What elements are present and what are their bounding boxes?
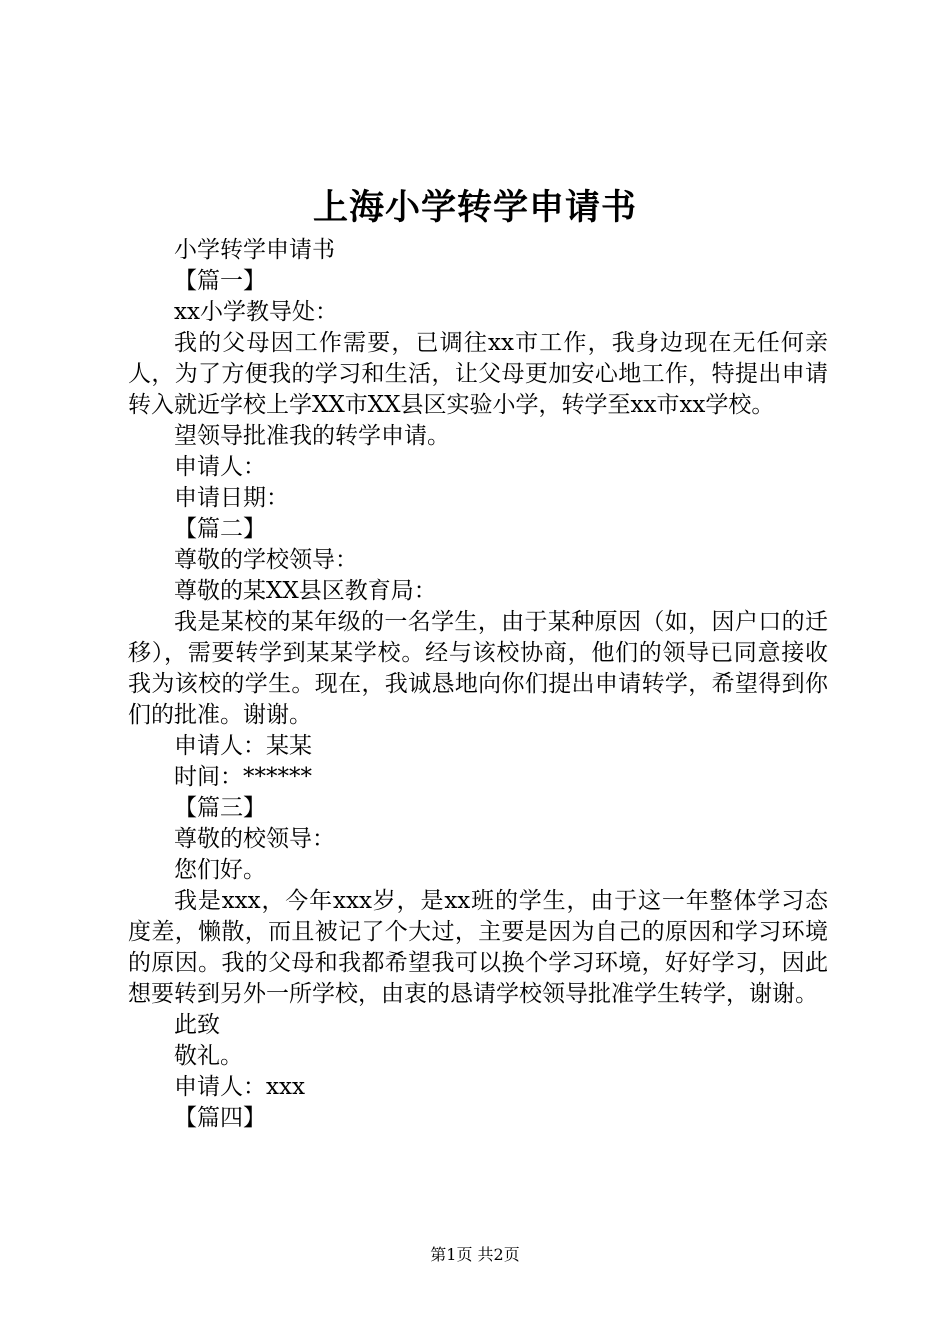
paragraph: 敬礼。 — [174, 1043, 243, 1069]
paragraph: 申请人：某某 — [174, 733, 312, 759]
paragraph: 我是xxx，今年xxx岁，是xx班的学生，由于这一年整体学习态度差，懒散，而且被记了个大过，主要是因为自己的原因和学习环境的原因。我的父母和我都希望我可以换个学习环境，好好学习，因此想要转到另外一所学校，由衷的恳请学校领导批准学生转学，谢谢。 — [128, 888, 828, 1007]
paragraph: 尊敬的校领导： — [174, 826, 335, 852]
paragraph: 时间：****** — [174, 764, 312, 790]
section-heading: 【篇一】 — [174, 268, 266, 294]
page-footer: 第1页 共2页 — [430, 1245, 520, 1264]
section-heading: 【篇四】 — [174, 1105, 266, 1131]
paragraph: 我的父母因工作需要，已调往xx市工作，我身边现在无任何亲人，为了方便我的学习和生活，让父母更加安心地工作，特提出申请转入就近学校上学XX市XX县区实验小学，转学至xx市xx学校。 — [128, 330, 828, 418]
paragraph: 申请日期： — [174, 485, 289, 511]
paragraph: 您们好。 — [174, 857, 266, 883]
paragraph: 望领导批准我的转学申请。 — [174, 423, 450, 449]
document-body — [128, 235, 828, 1134]
section-heading: 【篇二】 — [174, 516, 266, 542]
paragraph: 此致 — [174, 1012, 220, 1038]
paragraph: 尊敬的某XX县区教育局： — [174, 578, 437, 604]
paragraph: 小学转学申请书 — [174, 237, 335, 263]
paragraph: xx小学教导处： — [174, 299, 338, 325]
paragraph: 申请人：xxx — [174, 1074, 305, 1100]
document-title: 上海小学转学申请书 — [312, 187, 637, 228]
paragraph: 申请人： — [174, 454, 266, 480]
paragraph: 我是某校的某年级的一名学生，由于某种原因（如，因户口的迁移），需要转学到某某学校。经与该校协商，他们的领导已同意接收我为该校的学生。现在，我诚恳地向你们提出申请转学，希望得到你们的批准。谢谢。 — [128, 609, 828, 728]
paragraph: 尊敬的学校领导： — [174, 547, 358, 573]
section-heading: 【篇三】 — [174, 795, 266, 821]
